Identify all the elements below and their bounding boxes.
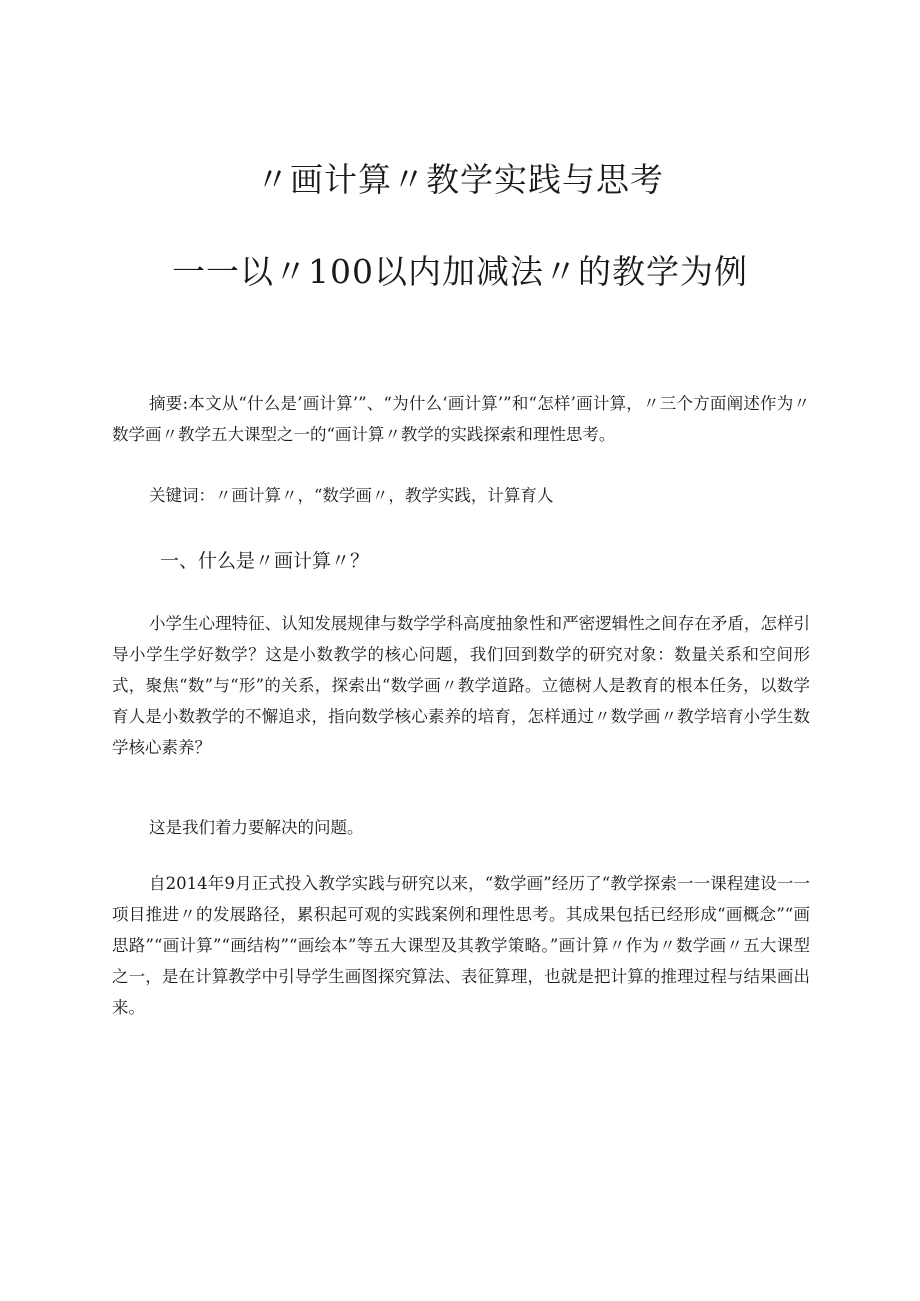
abstract-label: 摘要: xyxy=(149,394,189,413)
abstract-paragraph xyxy=(112,388,810,450)
abstract-text: 本文从“什么是’画计算’”、“为什么‘画计算’”和“怎样’画计算，〃三个方面阐述作为〃数学画〃教学五大课型之一的“画计算〃教学的实践探索和理性思考。 xyxy=(112,394,811,444)
keywords-text: 〃画计算〃，“数学画〃，教学实践，计算育人 xyxy=(215,486,554,505)
keywords-paragraph xyxy=(112,480,810,511)
body-paragraph-3: 自2014年9月正式投入教学实践与研究以来，“数学画”经历了“教学探索一一课程建设一一项目推进〃的发展路径，累积起可观的实践案例和理性思考。其成果包括已经形成“画概念”“画思路”“画计算”“画结构”“画绘本”等五大课型及其教学策略。”画计算〃作为〃数学画〃五大课型之一，是在计算教学中引导学生画图探究算法、表征算理，也就是把计算的推理过程与结果画出来。 xyxy=(112,874,810,1017)
body-paragraph-1: 小学生心理特征、认知发展规律与数学学科高度抽象性和严密逻辑性之间存在矛盾，怎样引导小学生学好数学？这是小数教学的核心问题，我们回到数学的研究对象：数量关系和空间形式，聚焦“数”与“形”的关系，探索出“数学画〃教学道路。立德树人是教育的根本任务，以数学育人是小数教学的不懈追求，指向数学核心素养的培育，怎样通过〃数学画〃教学培育小学生数学核心素养？ xyxy=(112,614,810,757)
document-subtitle: 一一以〃100以内加减法〃的教学为例 xyxy=(172,252,748,291)
keywords-label: 关键词： xyxy=(149,486,215,505)
section-heading-what-is: 一、什么是〃画计算〃？ xyxy=(160,550,370,572)
document-title: 〃画计算〃教学实践与思考 xyxy=(256,160,664,199)
body-paragraph-2: 这是我们着力要解决的问题。 xyxy=(149,818,364,837)
